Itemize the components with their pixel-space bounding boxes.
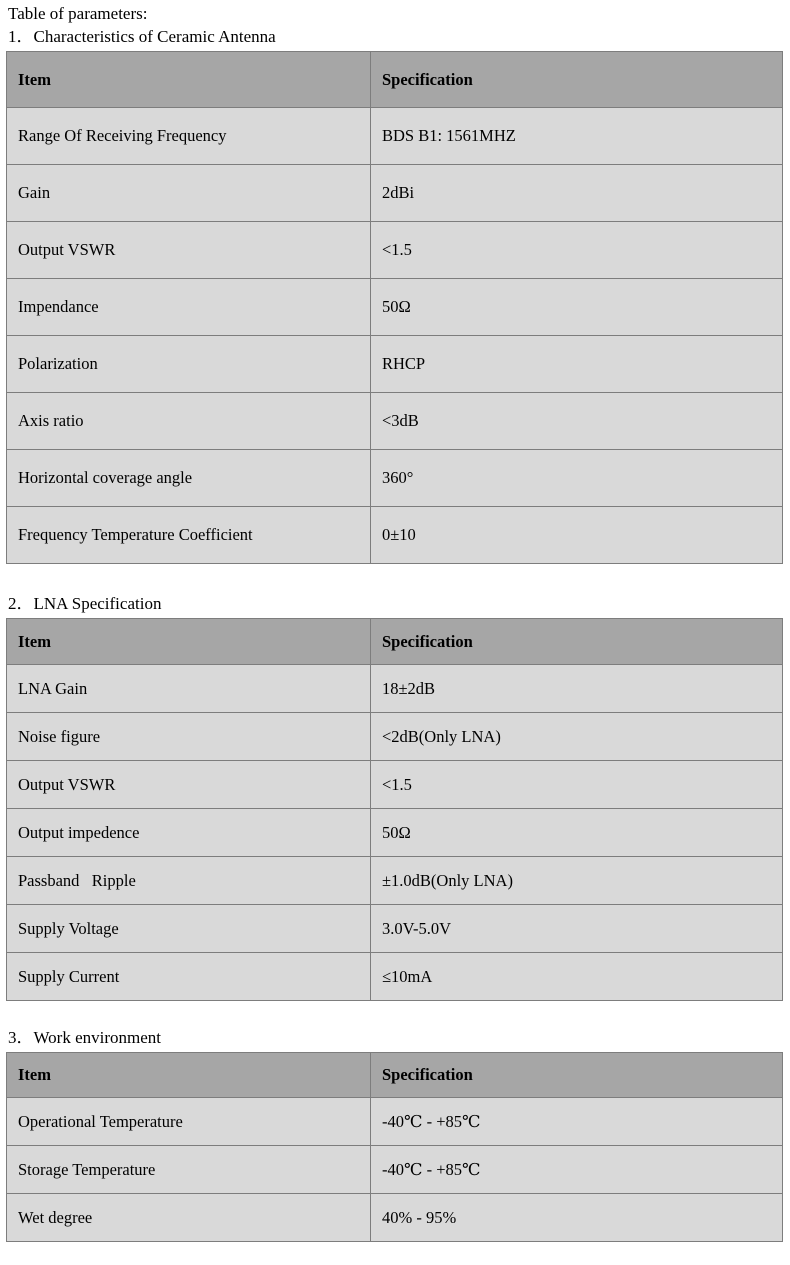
table-row <box>7 507 783 564</box>
table-row <box>7 1098 783 1146</box>
page-title: Table of parameters: <box>8 4 148 23</box>
column-header-specification: Specification <box>371 1053 783 1098</box>
column-header-item: Item <box>7 1053 371 1098</box>
cell-spec: 40% - 95% <box>371 1194 783 1242</box>
column-header-item: Item <box>7 619 371 665</box>
cell-item: Range Of Receiving Frequency <box>7 108 371 165</box>
cell-item: Frequency Temperature Coefficient <box>7 507 371 564</box>
cell-spec: 50Ω <box>371 809 783 857</box>
table-row <box>7 279 783 336</box>
section-spacer <box>0 1001 790 1027</box>
section-heading-work-environment: 3．Work environment <box>8 1028 162 1047</box>
cell-item: Gain <box>7 165 371 222</box>
table-row <box>7 713 783 761</box>
cell-item: Output impedence <box>7 809 371 857</box>
table-row <box>7 450 783 507</box>
table-row <box>7 336 783 393</box>
cell-spec: 360° <box>371 450 783 507</box>
table-row <box>7 1146 783 1194</box>
column-header-specification: Specification <box>371 619 783 665</box>
table-header-row <box>7 52 783 108</box>
table-row <box>7 222 783 279</box>
cell-spec: BDS B1: 1561MHZ <box>371 108 783 165</box>
table-lna-specification <box>6 618 783 1001</box>
cell-spec: <1.5 <box>371 761 783 809</box>
cell-item: Operational Temperature <box>7 1098 371 1146</box>
cell-item: Storage Temperature <box>7 1146 371 1194</box>
table-row <box>7 1194 783 1242</box>
table-row <box>7 905 783 953</box>
cell-spec: <2dB(Only LNA) <box>371 713 783 761</box>
cell-item: Horizontal coverage angle <box>7 450 371 507</box>
table-row <box>7 108 783 165</box>
section-heading-antenna: 1．Characteristics of Ceramic Antenna <box>8 27 276 46</box>
cell-item: Impendance <box>7 279 371 336</box>
cell-spec: <1.5 <box>371 222 783 279</box>
cell-spec: 2dBi <box>371 165 783 222</box>
cell-item: Wet degree <box>7 1194 371 1242</box>
cell-item: Noise figure <box>7 713 371 761</box>
table-row <box>7 953 783 1001</box>
cell-item: Output VSWR <box>7 761 371 809</box>
table-row <box>7 393 783 450</box>
column-header-specification: Specification <box>371 52 783 108</box>
table-row <box>7 857 783 905</box>
table-header-row <box>7 619 783 665</box>
section-spacer <box>0 564 790 593</box>
cell-spec: RHCP <box>371 336 783 393</box>
table-characteristics-of-ceramic-antenna <box>6 51 783 564</box>
cell-spec: ≤10mA <box>371 953 783 1001</box>
cell-item: Output VSWR <box>7 222 371 279</box>
cell-spec: -40℃ - +85℃ <box>371 1098 783 1146</box>
table-header-row <box>7 1053 783 1098</box>
cell-spec: ±1.0dB(Only LNA) <box>371 857 783 905</box>
table-row <box>7 809 783 857</box>
cell-spec: 50Ω <box>371 279 783 336</box>
cell-spec: <3dB <box>371 393 783 450</box>
cell-item: Axis ratio <box>7 393 371 450</box>
table-row <box>7 665 783 713</box>
cell-item: Passband Ripple <box>7 857 371 905</box>
cell-item: Polarization <box>7 336 371 393</box>
column-header-item: Item <box>7 52 371 108</box>
section-heading-lna: 2．LNA Specification <box>8 594 162 613</box>
table-row <box>7 165 783 222</box>
cell-spec: 3.0V-5.0V <box>371 905 783 953</box>
cell-item: Supply Current <box>7 953 371 1001</box>
cell-spec: 18±2dB <box>371 665 783 713</box>
table-work-environment <box>6 1052 783 1242</box>
cell-item: Supply Voltage <box>7 905 371 953</box>
table-row <box>7 761 783 809</box>
cell-item: LNA Gain <box>7 665 371 713</box>
cell-spec: -40℃ - +85℃ <box>371 1146 783 1194</box>
cell-spec: 0±10 <box>371 507 783 564</box>
